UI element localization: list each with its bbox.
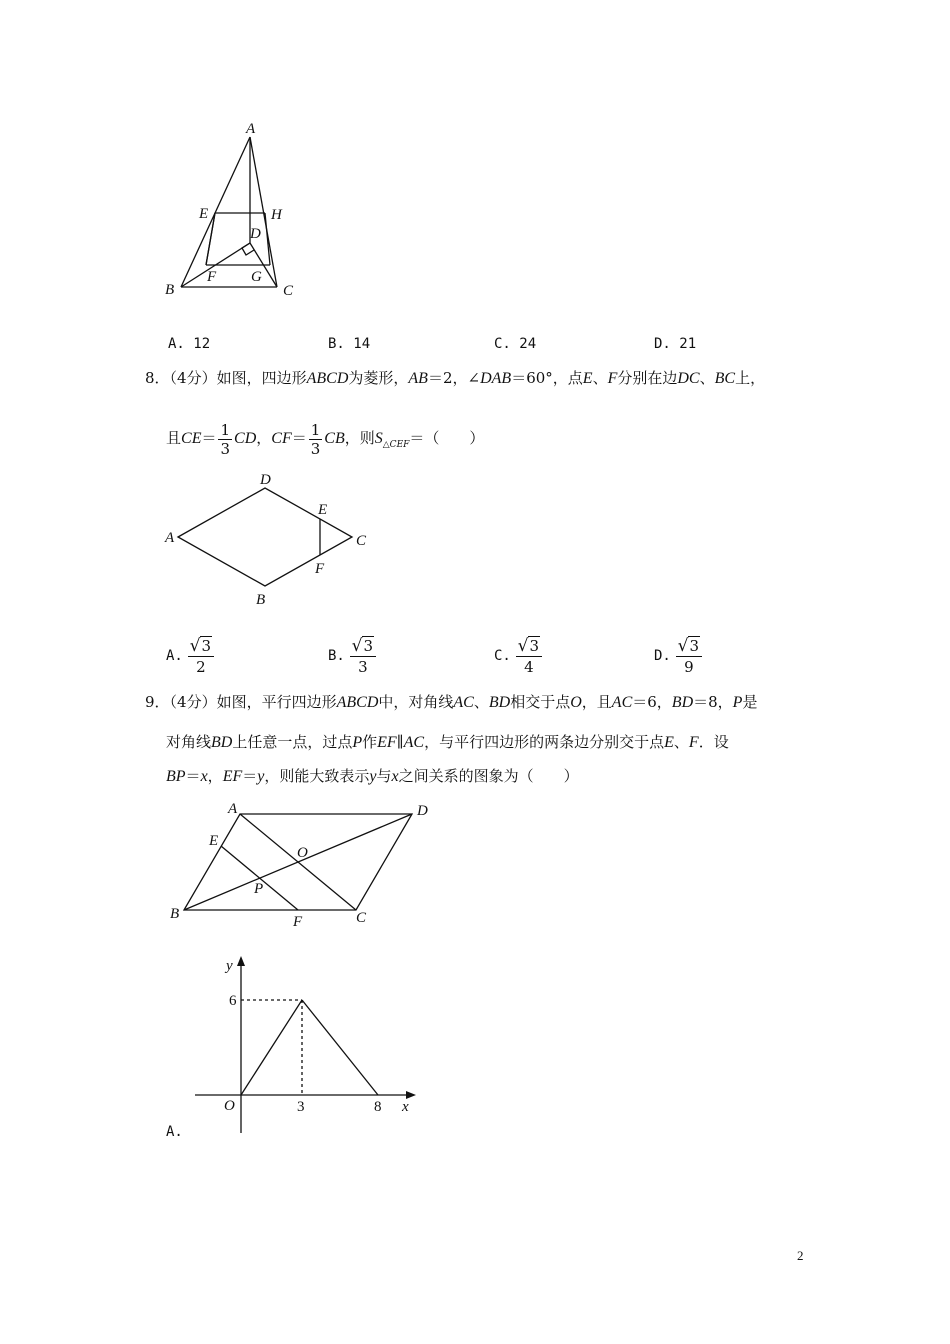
q9-line3: BP＝x，EF＝y，则能大致表示y与x之间关系的图象为（ ） — [166, 767, 579, 785]
graph-tick-x-8: 8 — [374, 1099, 382, 1115]
page-number: 2 — [797, 1248, 804, 1263]
fig8-label-d: D — [260, 472, 271, 488]
fig7-label-f: F — [207, 269, 217, 285]
fraction-one-third: $\frac{1}{3}$ — [220, 420, 231, 458]
sqrt3-over-2: $\frac{√3}{2}$ — [188, 636, 214, 677]
sqrt3-over-3: $\frac{√3}{3}$ — [350, 636, 376, 677]
graph-axis-x-label: x — [402, 1099, 409, 1115]
q8-line2: 且CE＝ $\frac{1}{3}$ CD，CF＝ $\frac{1}{3}$ CB，则$S_{\triangle CEF}=$（ ） — [166, 420, 485, 458]
graph-tick-x-3: 3 — [297, 1099, 305, 1115]
fig7-label-h: H — [271, 207, 282, 223]
q8-option-d[interactable]: D. $\frac{√3}{9}$ — [654, 633, 702, 678]
fig7-label-a: A — [246, 121, 256, 137]
sqrt3-over-4: $\frac{√3}{4}$ — [516, 636, 542, 677]
q9-line1: 9．（4分）如图，平行四边形ABCD中，对角线AC、BD相交于点O，且AC＝6，BD＝8，P是 — [145, 693, 758, 711]
fig9-label-a: A — [228, 801, 238, 817]
fig8-label-b: B — [256, 592, 266, 608]
graph-origin-label: O — [224, 1098, 235, 1114]
q8-option-c[interactable]: C. $\frac{√3}{4}$ — [494, 633, 542, 678]
fig8-label-f: F — [315, 561, 325, 577]
q8-option-b[interactable]: B. $\frac{√3}{3}$ — [328, 633, 376, 678]
q7-option-b[interactable]: B. 14 — [328, 336, 371, 352]
q7-option-c[interactable]: C. 24 — [494, 336, 537, 352]
fig9-label-e: E — [209, 833, 219, 849]
fig7-label-b: B — [165, 282, 175, 298]
q9-line2: 对角线BD上任意一点，过点P作EF∥AC，与平行四边形的两条边分别交于点E、F．设 — [166, 733, 729, 751]
q8-option-a[interactable]: A. $\frac{√3}{2}$ — [166, 633, 214, 678]
y-axis-arrow-icon — [237, 956, 245, 966]
fig9-label-p: P — [254, 881, 264, 897]
graph-axis-y-label: y — [226, 958, 233, 974]
fig7-label-g: G — [251, 269, 262, 285]
fig7-label-c: C — [283, 283, 294, 299]
sqrt3-over-9: $\frac{√3}{9}$ — [676, 636, 702, 677]
fig8-label-c: C — [356, 533, 367, 549]
fig8-label-e: E — [318, 502, 328, 518]
fig8-label-a: A — [165, 530, 175, 546]
graph-option-a-letter[interactable]: A. — [166, 1124, 183, 1140]
graph-tick-y-6: 6 — [229, 993, 237, 1009]
q8-line1: 8．（4分）如图，四边形ABCD为菱形，AB＝2，∠DAB＝60°，点E、F分别在边DC、BC上， — [145, 369, 766, 387]
fraction-one-third-2: $\frac{1}{3}$ — [310, 420, 321, 458]
fig9-label-b: B — [170, 906, 180, 922]
q7-option-d[interactable]: D. 21 — [654, 336, 697, 352]
fig7-label-d: D — [250, 226, 261, 242]
fig9-label-d: D — [417, 803, 428, 819]
q7-option-a[interactable]: A. 12 — [168, 336, 211, 352]
fig9-label-c: C — [356, 910, 367, 926]
fig9-label-f: F — [293, 914, 303, 930]
fig9-label-o: O — [297, 845, 308, 861]
x-axis-arrow-icon — [406, 1091, 416, 1099]
fig7-label-e: E — [199, 206, 209, 222]
